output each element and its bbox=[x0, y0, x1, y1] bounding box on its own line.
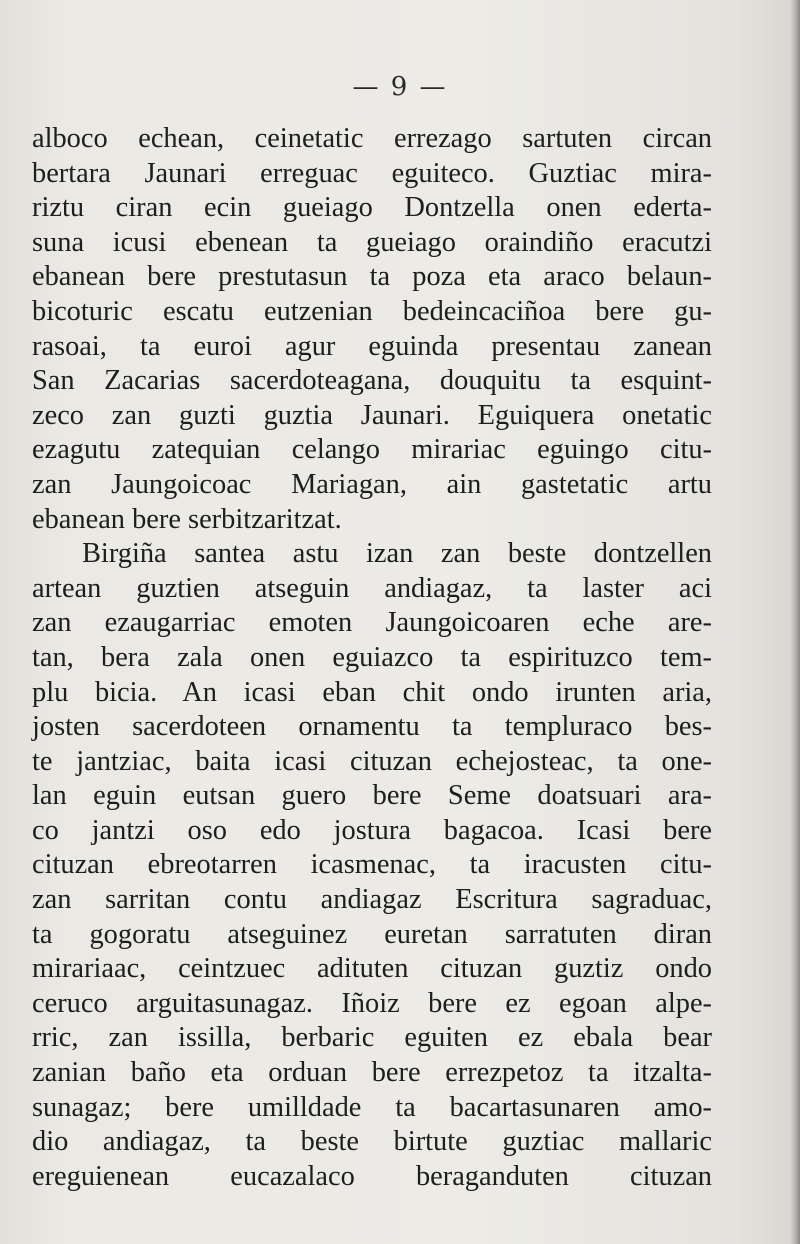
text-line: lan eguin eutsan guero bere Seme doatsuari ara- bbox=[32, 780, 712, 812]
text-line: co jantzi oso edo jostura bagacoa. Icasi bere bbox=[32, 814, 712, 846]
text-line: San Zacarias sacerdoteagana, douquitu ta esquint- bbox=[32, 365, 712, 397]
text-line: ereguienean eucazalaco beraganduten cituzan bbox=[32, 1160, 712, 1192]
text-line: josten sacerdoteen ornamentu ta templuraco bes- bbox=[32, 711, 712, 743]
text-line: artean guztien atseguin andiagaz, ta laster aci bbox=[32, 572, 712, 604]
page-edge-shadow bbox=[790, 0, 800, 1244]
text-line: Birgiña santea astu izan zan beste dontzellen bbox=[82, 538, 712, 570]
text-line: te jantziac, baita icasi cituzan echejosteac, ta one- bbox=[32, 745, 712, 777]
body-text bbox=[32, 122, 712, 1194]
text-line: ebanean bere prestutasun ta poza eta araco belaun- bbox=[32, 261, 712, 293]
text-line: zanian baño eta orduan bere errezpetoz ta itzalta- bbox=[32, 1057, 712, 1089]
text-line: ezagutu zatequian celango mirariac eguingo citu- bbox=[32, 434, 712, 466]
text-line: tan, bera zala onen eguiazco ta espirituzco tem- bbox=[32, 641, 712, 673]
text-line: alboco echean, ceinetatic errezago sartuten circan bbox=[32, 123, 712, 154]
text-line: plu bicia. An icasi eban chit ondo irunten aria, bbox=[32, 676, 712, 708]
text-line: ebanean bere serbitzaritzat. bbox=[32, 503, 342, 535]
text-line: zan ezaugarriac emoten Jaungoicoaren eche are- bbox=[32, 607, 712, 639]
text-line: bicoturic escatu eutzenian bedeincaciñoa bere gu- bbox=[32, 295, 712, 327]
text-line: ta gogoratu atseguinez euretan sarratuten diran bbox=[32, 918, 712, 950]
text-line: rasoai, ta euroi agur eguinda presentau zanean bbox=[32, 330, 712, 362]
text-line: ceruco arguitasunagaz. Iñoiz bere ez egoan alpe- bbox=[32, 987, 712, 1019]
text-line: bertara Jaunari erreguac eguiteco. Guztiac mira- bbox=[32, 157, 712, 189]
text-line: cituzan ebreotarren icasmenac, ta iracusten citu- bbox=[32, 849, 712, 881]
page-number: — 9 — bbox=[352, 72, 448, 102]
text-line: zan sarritan contu andiagaz Escritura sagraduac, bbox=[32, 884, 712, 916]
text-line: rric, zan issilla, berbaric eguiten ez ebala bear bbox=[32, 1022, 712, 1054]
text-line: riztu ciran ecin gueiago Dontzella onen ederta- bbox=[32, 192, 712, 224]
text-line: dio andiagaz, ta beste birtute guztiac mallaric bbox=[32, 1126, 712, 1158]
text-line: suna icusi ebenean ta gueiago oraindiño eracutzi bbox=[32, 226, 712, 258]
text-line: zeco zan guzti guztia Jaunari. Eguiquera onetatic bbox=[32, 399, 712, 431]
text-line: sunagaz; bere umilldade ta bacartasunaren amo- bbox=[32, 1091, 712, 1123]
text-line: zan Jaungoicoac Mariagan, ain gastetatic artu bbox=[32, 468, 712, 500]
text-line: mirariaac, ceintzuec adituten cituzan guztiz ondo bbox=[32, 953, 712, 985]
